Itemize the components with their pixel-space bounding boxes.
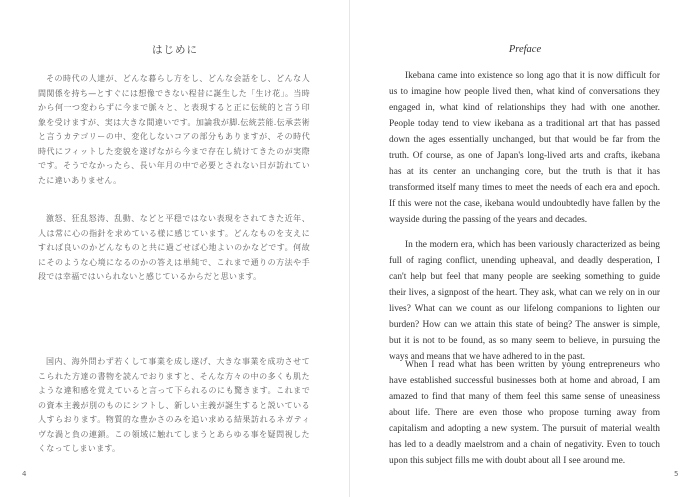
japanese-paragraph-3: 国内、海外問わず若くして事業を成し遂げ、大きな事業を成功させてこられた方達の書物を読んでおりますと、そんな方々の中の多くも肌たような違和感を覚えていると言って下られるのにも驚きます。これまでの資本主義が別のものにシフトし、新しい主義が誕生すると説いている人すらおります。物質的な豊かさのみを追い求める結果訪れるネガティヴな渦と負の連鎖。この領域に触れてしまうとあらゆる事を疑問視したくなってしまいます。 <box>38 357 310 453</box>
page-gutter <box>349 0 350 497</box>
english-paragraph-2: In the modern era, which has been variously characterized as being full of raging conflict, unending upheaval, and deadly desperation, I can't help but feel that many people are seeking something to guide their lives, a signpost of the heart. They ask, what can we rely on in our lives? What can we count as our lifelong companions to lighten our burden? How can we attain this state of being? The answer is simple, but it is not to be found, as so many seem to believe, in pursuing the ways and means that we have adhered to in the past. <box>389 240 660 362</box>
english-title: Preface <box>508 44 542 55</box>
japanese-paragraph-1: その時代の人達が、どんな暮らし方をし、どんな会話をし、どんな人間関係を持ち—とすぐには想像できない程昔に誕生した「生け花」。当時から何一つ変わらずに今まで脈々と、と表現すると正に伝統的と言う印象を受けますが、実は大きな間違いです。加論我が脚.伝統芸能.伝承芸術と言うカテゴリーの中、変化しないコアの部分もありますが、その時代時代にフィットした変貌を遂げながら今まで存在し続けてきたのが実際です。そうでなかったら、長い年月の中で必要とされない日が訪れていたに違いありません。 <box>38 74 310 185</box>
left-page-number: 4 <box>22 470 27 478</box>
english-paragraph-3: When I read what has been written by young entrepreneurs who have established successful businesses both at home and abroad, I am amazed to find that many of them feel this same sense of uneasiness about life. There are even those who propose turning away from capitalism and adopting a new system. The pursuit of material wealth has led to a deadly maelstrom and a chain of negativity. Even to touch upon this subject fills me with doubt about all I see around me. <box>389 360 660 466</box>
japanese-paragraph-2: 激怒、狂乱怒涛、乱動、などと平穏ではない表現をされてきた近年、人は常に心の指針を求めている様に感じています。どんなものを支えにすれば良いのかどんなものと共に過ごせば心地よいのかなどです。何故にそのような心境になるのかの答えは単純で、これまで通りの方法や手段では幸福ではいられないと感じているからだと思います。 <box>38 214 310 281</box>
english-paragraph-1: Ikebana came into existence so long ago that it is now difficult for us to imagine how people lived then, what kind of conversations they engaged in, what kind of relationships they had with one another. People today tend to view ikebana as a traditional art that has passed down the ages essentially unchanged, but that would be far from the truth. Of course, as one of Japan's long-lived arts and crafts, ikebana has at its center an unchanging core, but the truth is that it has transformed itself many times to meet the needs of each era and epoch. If this were not the case, ikebana would undoubtedly have fallen by the wayside during the passing of the years and decades. <box>389 71 660 225</box>
japanese-title: はじめに <box>152 44 198 56</box>
right-page-number: 5 <box>674 470 679 478</box>
